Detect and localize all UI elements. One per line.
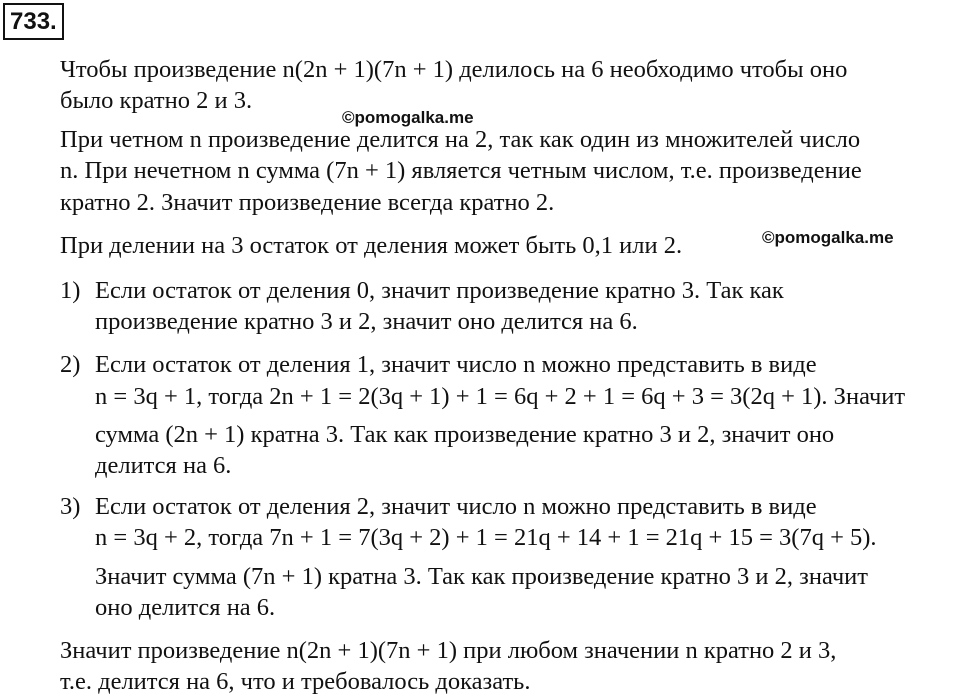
- item-1-line-1: Если остаток от деления 0, значит произведение кратно 3. Так как: [95, 277, 784, 304]
- item-3-line-4: оно делится на 6.: [95, 594, 276, 621]
- item-2-line-3: сумма (2n + 1) кратна 3. Так как произведение кратно 3 и 2, значит оно: [95, 421, 835, 448]
- item-2-line-2: n = 3q + 1, тогда 2n + 1 = 2(3q + 1) + 1 = 6q + 2 + 1 = 6q + 3 = 3(2q + 1). Значит: [95, 383, 906, 410]
- watermark-2: ©pomogalka.me: [762, 228, 894, 247]
- item-number-1: 1): [60, 277, 81, 304]
- item-number-2: 2): [60, 351, 81, 378]
- problem-number: 733.: [3, 3, 64, 40]
- text-line-5: кратно 2. Значит произведение всегда кратно 2.: [60, 189, 555, 216]
- item-3-line-2: n = 3q + 2, тогда 7n + 1 = 7(3q + 2) + 1 = 21q + 14 + 1 = 21q + 15 = 3(7q + 5).: [95, 524, 877, 551]
- item-2-line-4: делится на 6.: [95, 452, 232, 479]
- text-line-4: n. При нечетном n сумма (7n + 1) является четным числом, т.е. произведение: [60, 157, 862, 184]
- text-line-2: было кратно 2 и 3.: [60, 87, 253, 114]
- text-line-conclusion-2: т.е. делится на 6, что и требовалось доказать.: [60, 668, 531, 695]
- text-line-6: При делении на 3 остаток от деления может быть 0,1 или 2.: [60, 232, 683, 259]
- item-2-line-1: Если остаток от деления 1, значит число n можно представить в виде: [95, 351, 817, 378]
- item-number-3: 3): [60, 493, 81, 520]
- text-line-conclusion-1: Значит произведение n(2n + 1)(7n + 1) при любом значении n кратно 2 и 3,: [60, 637, 837, 664]
- item-3-line-1: Если остаток от деления 2, значит число n можно представить в виде: [95, 493, 817, 520]
- watermark-1: ©pomogalka.me: [342, 108, 474, 127]
- text-line-1: Чтобы произведение n(2n + 1)(7n + 1) делилось на 6 необходимо чтобы оно: [60, 56, 848, 83]
- item-3-line-3: Значит сумма (7n + 1) кратна 3. Так как произведение кратно 3 и 2, значит: [95, 563, 868, 590]
- text-line-3: При четном n произведение делится на 2, так как один из множителей число: [60, 126, 861, 153]
- item-1-line-2: произведение кратно 3 и 2, значит оно делится на 6.: [95, 308, 638, 335]
